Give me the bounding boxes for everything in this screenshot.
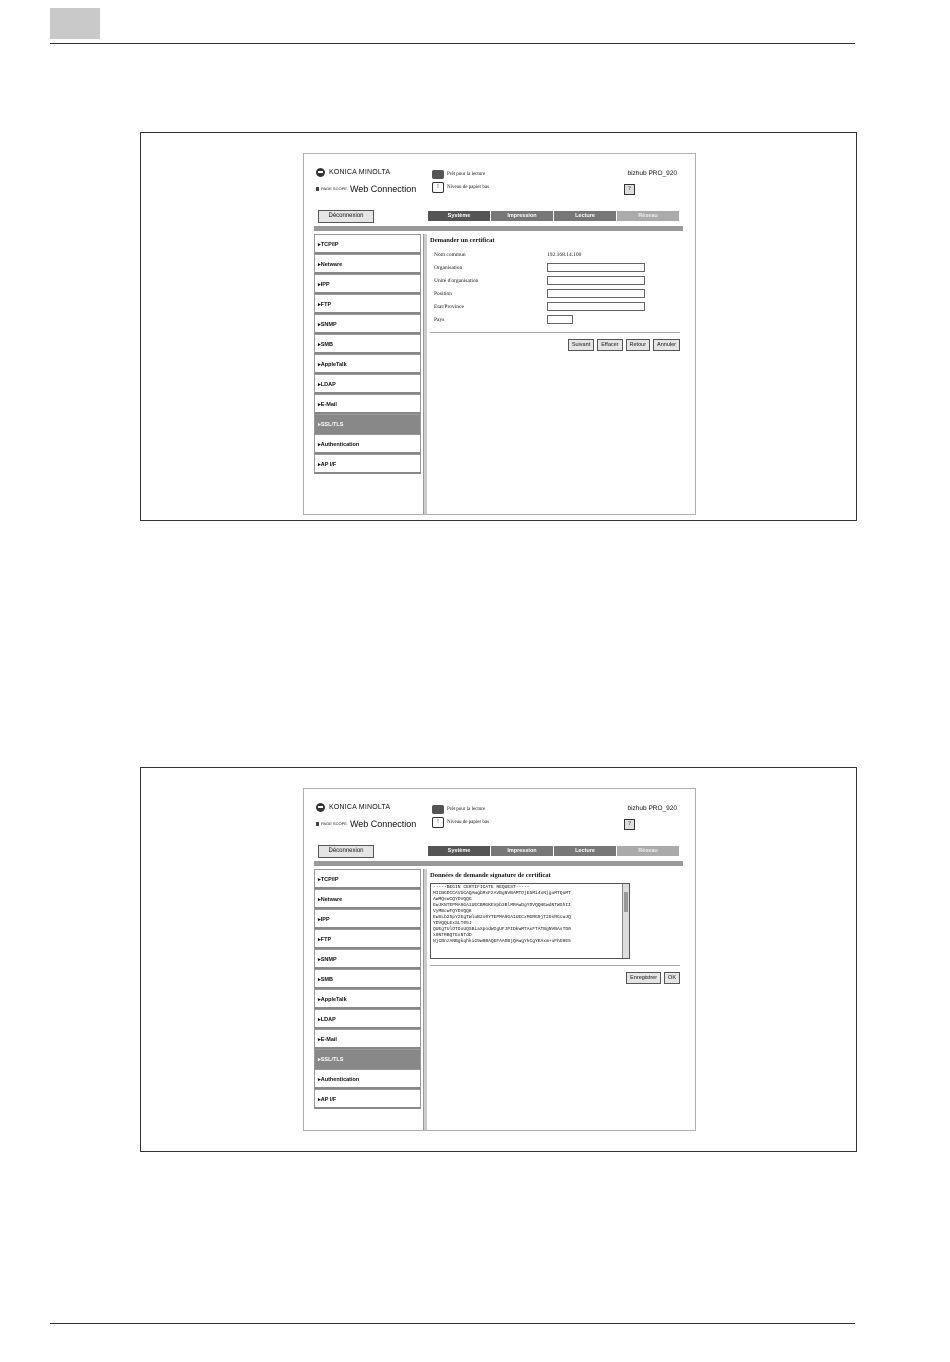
tab-impression[interactable]: Impression bbox=[491, 846, 553, 856]
sidebar-item-label: Netware bbox=[320, 897, 343, 903]
sidebar-item-label: LDAP bbox=[320, 382, 336, 388]
sidebar-item-label: TCP/IP bbox=[320, 877, 339, 883]
sidebar-item-netware[interactable]: ▸Netware bbox=[314, 889, 421, 909]
common-name-value: 192.168.14.100 bbox=[547, 251, 582, 258]
tab-underline-bar bbox=[314, 861, 683, 866]
sidebar-item-label: FTP bbox=[320, 302, 332, 308]
sidebar-item-smb[interactable]: ▸SMB bbox=[314, 969, 421, 989]
konica-logo-icon bbox=[316, 803, 325, 812]
logout-button[interactable]: Déconnexion bbox=[318, 210, 374, 223]
state-row bbox=[430, 300, 680, 313]
sidebar-item-label: AppleTalk bbox=[320, 997, 347, 1003]
tab-lecture[interactable]: Lecture bbox=[554, 211, 616, 221]
brand-name: KONICA MINOLTA bbox=[329, 169, 391, 176]
header-rule bbox=[50, 43, 855, 44]
device-name: bizhub PRO_920 bbox=[627, 170, 677, 177]
form-buttons bbox=[430, 339, 680, 351]
csr-line: QUEgTUlOTOxUQSBiaXpodWIgUFJPIDkwMTAxFTATBgNVBAsTD0 bbox=[433, 927, 571, 932]
common-name-row bbox=[430, 248, 680, 261]
sidebar-item-label: AppleTalk bbox=[320, 362, 347, 368]
product-title bbox=[316, 184, 416, 194]
save-button[interactable]: Enregistrer bbox=[626, 972, 661, 984]
sidebar-item-label: IPP bbox=[320, 917, 330, 923]
organisation-field[interactable] bbox=[547, 263, 645, 272]
sidebar-item-label: SNMP bbox=[320, 322, 337, 328]
sidebar-item-ipp[interactable]: ▸IPP bbox=[314, 274, 421, 294]
ok-button[interactable]: OK bbox=[664, 972, 680, 984]
tab-reseau[interactable]: Réseau bbox=[617, 846, 679, 856]
sidebar-item-ftp[interactable]: ▸FTP bbox=[314, 294, 421, 314]
country-label: Pays bbox=[434, 316, 445, 323]
csr-line: EwSLb25pY2EgTWluB2x0YTEPMA0GA1UECxMGRG9jT29sRGcwJQ bbox=[433, 915, 571, 920]
cancel-button[interactable]: Annuler bbox=[653, 339, 680, 351]
divider bbox=[430, 965, 680, 966]
tab-systeme[interactable]: Système bbox=[428, 211, 490, 221]
sidebar-item-label: SMB bbox=[320, 977, 333, 983]
sidebar-item-apif[interactable]: ▸AP I/F bbox=[314, 454, 421, 474]
tab-underline-bar bbox=[314, 226, 683, 231]
sidebar-item-label: FTP bbox=[320, 937, 332, 943]
status-paper bbox=[432, 817, 489, 828]
warning-icon: ! bbox=[432, 182, 444, 193]
sidebar-item-label: SNMP bbox=[320, 957, 337, 963]
country-field[interactable] bbox=[547, 315, 573, 324]
sidebar bbox=[314, 234, 421, 474]
sidebar-item-label: SSL/TLS bbox=[320, 1057, 344, 1063]
position-row bbox=[430, 287, 680, 300]
status-ready bbox=[432, 805, 485, 814]
position-field[interactable] bbox=[547, 289, 645, 298]
state-label: Etat/Province bbox=[434, 303, 464, 310]
csr-scrollbar[interactable] bbox=[622, 884, 629, 958]
clear-button[interactable]: Effacer bbox=[597, 339, 622, 351]
sidebar-item-label: E-Mail bbox=[320, 1037, 337, 1043]
tab-impression[interactable]: Impression bbox=[491, 211, 553, 221]
pagescope-mark: PAGE SCOPE bbox=[316, 187, 347, 191]
sidebar-splitter[interactable] bbox=[423, 234, 427, 514]
sidebar-item-authentication[interactable]: ▸Authentication bbox=[314, 1069, 421, 1089]
product-title bbox=[316, 819, 416, 829]
web-connection-window bbox=[303, 153, 696, 515]
csr-line: AwMQswCQYDVQQG bbox=[433, 897, 472, 902]
sidebar-item-email[interactable]: ▸E-Mail bbox=[314, 1029, 421, 1049]
csr-line: x0NTRBQTExNTdD bbox=[433, 933, 472, 938]
status-ready-text: Prêt pour la lecture bbox=[447, 172, 486, 177]
sidebar-item-ssltls[interactable]: ▸SSL/TLS bbox=[314, 414, 421, 434]
csr-line: MIIBGDCCAVUCAQAwgbMxFzAVBgNVBAMTDjE5Mi4xNjguMTQuMT bbox=[433, 891, 571, 896]
certificate-request-form bbox=[430, 237, 680, 351]
printer-icon bbox=[432, 805, 444, 814]
csr-line: VyMBcwFQYDVQQK bbox=[433, 909, 472, 914]
csr-data-panel bbox=[430, 872, 680, 984]
sidebar-item-label: SSL/TLS bbox=[320, 422, 344, 428]
help-icon[interactable]: ? bbox=[624, 819, 635, 830]
sidebar bbox=[314, 869, 421, 1109]
csr-line: YDVQQLExSLT05J bbox=[433, 921, 472, 926]
web-connection-window bbox=[303, 788, 696, 1131]
konica-logo-icon bbox=[316, 168, 325, 177]
web-connection-title: Web Connection bbox=[349, 184, 417, 194]
tab-lecture[interactable]: Lecture bbox=[554, 846, 616, 856]
sidebar-splitter[interactable] bbox=[423, 869, 427, 1130]
status-paper-text: Niveau de papier bas bbox=[447, 820, 490, 825]
sidebar-item-label: SMB bbox=[320, 342, 333, 348]
screenshot-frame-1 bbox=[140, 132, 857, 521]
web-connection-title: Web Connection bbox=[349, 819, 417, 829]
sidebar-item-ftp[interactable]: ▸FTP bbox=[314, 929, 421, 949]
sidebar-item-appletalk[interactable]: ▸AppleTalk bbox=[314, 989, 421, 1009]
next-button[interactable]: Suivant bbox=[568, 339, 594, 351]
sidebar-item-label: Netware bbox=[320, 262, 343, 268]
sidebar-item-label: Authentication bbox=[320, 442, 360, 448]
sidebar-item-label: Authentication bbox=[320, 1077, 360, 1083]
org-unit-row bbox=[430, 274, 680, 287]
sidebar-item-email[interactable]: ▸E-Mail bbox=[314, 394, 421, 414]
sidebar-item-label: LDAP bbox=[320, 1017, 336, 1023]
footer-rule bbox=[50, 1323, 855, 1324]
csr-buttons bbox=[430, 972, 680, 984]
sidebar-item-authentication[interactable]: ▸Authentication bbox=[314, 434, 421, 454]
brand-logo bbox=[316, 803, 390, 812]
status-ready-text: Prêt pour la lecture bbox=[447, 807, 486, 812]
sidebar-item-smb[interactable]: ▸SMB bbox=[314, 334, 421, 354]
sidebar-item-snmp[interactable]: ▸SNMP bbox=[314, 949, 421, 969]
logout-button[interactable]: Déconnexion bbox=[318, 845, 374, 858]
sidebar-item-label: IPP bbox=[320, 282, 330, 288]
sidebar-item-ldap[interactable]: ▸LDAP bbox=[314, 374, 421, 394]
device-name: bizhub PRO_920 bbox=[627, 805, 677, 812]
sidebar-item-apif[interactable]: ▸AP I/F bbox=[314, 1089, 421, 1109]
sidebar-item-tcpip[interactable]: ▸TCP/IP bbox=[314, 234, 421, 254]
organisation-row bbox=[430, 261, 680, 274]
csr-line: EwJKNTEPMA0GA1UECBMGKEVpb3BlMRAwDgYDVQQHEwdNTWShII bbox=[433, 903, 571, 908]
main-tabs bbox=[428, 846, 679, 856]
status-ready bbox=[432, 170, 485, 179]
sidebar-item-ipp[interactable]: ▸IPP bbox=[314, 909, 421, 929]
pagescope-mark: PAGE SCOPE bbox=[316, 822, 347, 826]
screenshot-frame-2 bbox=[140, 767, 857, 1152]
page-tab-marker bbox=[50, 8, 100, 39]
sidebar-item-label: E-Mail bbox=[320, 402, 337, 408]
sidebar-item-appletalk[interactable]: ▸AppleTalk bbox=[314, 354, 421, 374]
csr-line: -----BEGIN CERTIFICATE REQUEST----- bbox=[433, 885, 530, 890]
sidebar-item-ldap[interactable]: ▸LDAP bbox=[314, 1009, 421, 1029]
sidebar-item-netware[interactable]: ▸Netware bbox=[314, 254, 421, 274]
warning-icon: ! bbox=[432, 817, 444, 828]
position-label: Position bbox=[434, 290, 453, 297]
common-name-label: Nom commun bbox=[434, 251, 466, 258]
country-row bbox=[430, 313, 680, 326]
page-title: Demander un certificat bbox=[430, 237, 495, 244]
sidebar-item-tcpip[interactable]: ▸TCP/IP bbox=[314, 869, 421, 889]
brand-logo bbox=[316, 168, 390, 177]
tab-reseau[interactable]: Réseau bbox=[617, 211, 679, 221]
csr-line: NjCBnzANBgkqhkiG9w0BAQEFAAOBjQAwgYkCgYEAxm+uFhG0E5 bbox=[433, 939, 571, 944]
page-title: Données de demande signature de certificat bbox=[430, 872, 551, 879]
back-button[interactable]: Retour bbox=[626, 339, 651, 351]
status-paper bbox=[432, 182, 489, 193]
sidebar-item-ssltls[interactable]: ▸SSL/TLS bbox=[314, 1049, 421, 1069]
printer-icon bbox=[432, 170, 444, 179]
sidebar-item-snmp[interactable]: ▸SNMP bbox=[314, 314, 421, 334]
help-icon[interactable]: ? bbox=[624, 184, 635, 195]
divider bbox=[430, 332, 680, 333]
sidebar-item-label: TCP/IP bbox=[320, 242, 339, 248]
state-field[interactable] bbox=[547, 302, 645, 311]
sidebar-item-label: AP I/F bbox=[320, 1097, 337, 1103]
main-tabs bbox=[428, 211, 679, 221]
status-paper-text: Niveau de papier bas bbox=[447, 185, 490, 190]
brand-name: KONICA MINOLTA bbox=[329, 804, 391, 811]
tab-systeme[interactable]: Système bbox=[428, 846, 490, 856]
org-unit-field[interactable] bbox=[547, 276, 645, 285]
org-unit-label: Unité d'organisation bbox=[434, 277, 479, 284]
sidebar-item-label: AP I/F bbox=[320, 462, 337, 468]
organisation-label: Organisation bbox=[434, 264, 463, 271]
csr-textarea[interactable] bbox=[430, 883, 630, 959]
